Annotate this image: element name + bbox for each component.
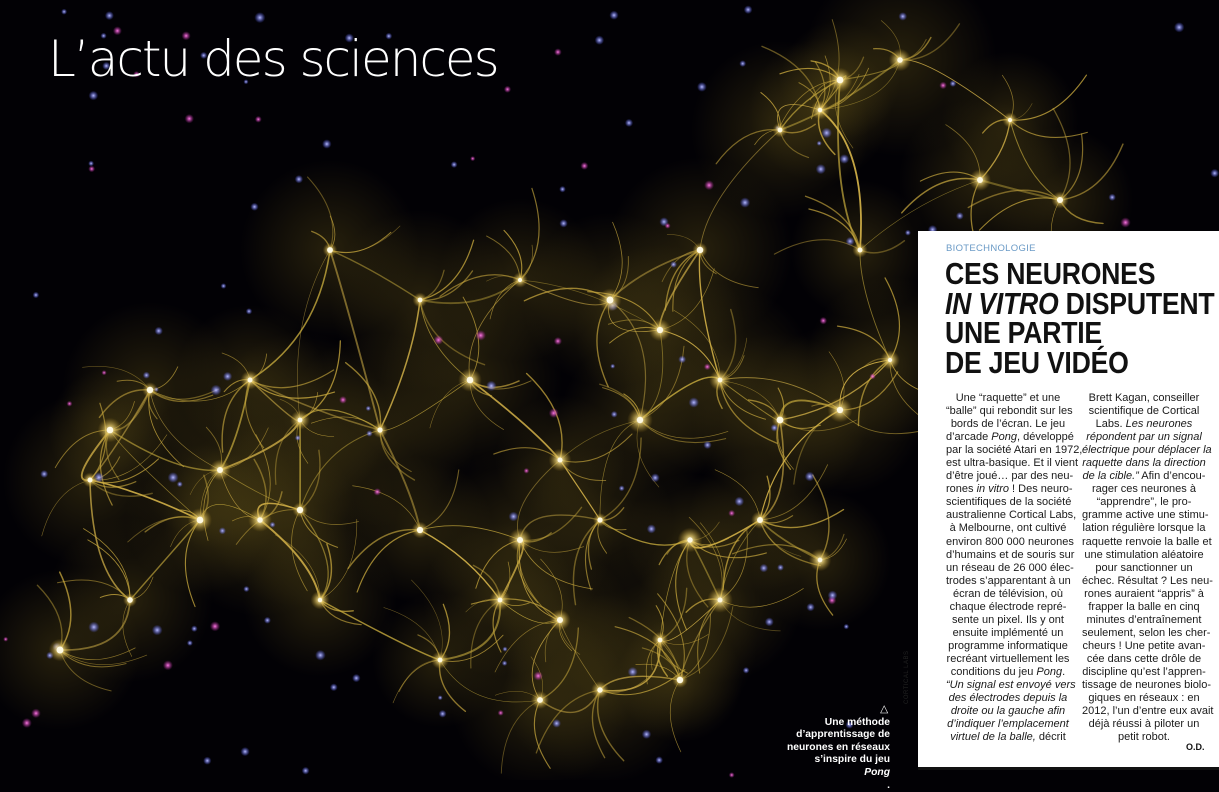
nucleus-blue (243, 586, 249, 592)
article-line: lation régulière lorsque la (1082, 522, 1206, 535)
nucleus-magenta (339, 396, 347, 404)
nucleus-blue (366, 406, 371, 411)
article-line: écran de télévision, où (946, 588, 1070, 601)
nucleus-blue (366, 430, 372, 436)
nucleus-blue (821, 128, 832, 139)
nucleus-blue (203, 757, 211, 765)
nucleus-magenta (31, 709, 41, 719)
nucleus-blue (143, 372, 150, 379)
nucleus-blue (651, 473, 660, 482)
nucleus-blue (223, 372, 232, 381)
nucleus-blue (839, 154, 849, 164)
nucleus-magenta (729, 772, 735, 778)
nucleus-blue (697, 82, 707, 92)
article-line: déjà réussi à piloter un (1082, 718, 1206, 731)
nucleus-blue (1210, 169, 1219, 178)
nucleus-blue (552, 719, 561, 728)
article-line: scientifiques de la société (946, 496, 1070, 509)
nucleus-blue (191, 625, 198, 632)
nucleus-magenta (22, 718, 32, 728)
article-line: est ultra-basique. Et il vient (946, 457, 1070, 470)
nucleus-blue (322, 139, 331, 148)
article-line: pour sanctionner un (1082, 562, 1206, 575)
article-line: cheurs ! Une petite avan- (1082, 640, 1206, 653)
nucleus-blue (486, 381, 496, 391)
nucleus-blue (221, 283, 227, 289)
nucleus-blue (740, 197, 750, 207)
article-headline (945, 259, 1214, 377)
nucleus-magenta (665, 223, 671, 229)
nucleus-blue (609, 11, 618, 20)
nucleus-blue (219, 527, 226, 534)
article-line: par la société Atari en 1972, (946, 444, 1070, 457)
nucleus-blue (33, 292, 40, 299)
nucleus-blue (619, 485, 625, 491)
nucleus-blue (502, 647, 507, 652)
article-line: “Un signal est envoyé vers (946, 679, 1070, 692)
article-line: scientifique de Cortical (1082, 405, 1206, 418)
nucleus-magenta (102, 370, 107, 375)
nucleus-blue (502, 660, 508, 666)
caption-game-name: Pong (864, 767, 890, 778)
nucleus-blue (88, 622, 99, 633)
nucleus-blue (352, 674, 360, 682)
article-line: d’humains et de souris sur (946, 549, 1070, 562)
nucleus-blue (89, 91, 99, 101)
article-line: “apprendre”, le pro- (1082, 496, 1206, 509)
nucleus-magenta (67, 401, 73, 407)
nucleus-blue (765, 617, 774, 626)
headline-line-4: DE JEU VIDÉO (945, 348, 1214, 378)
article-line: à Melbourne, ont cultivé (946, 522, 1070, 535)
nucleus-blue (1174, 22, 1184, 32)
nucleus-magenta (470, 156, 475, 161)
article-line: répondent par un signal (1082, 431, 1206, 444)
nucleus-magenta (255, 116, 262, 123)
article-line: 2012, l’un d’entre eux avait (1082, 705, 1206, 718)
nucleus-magenta (498, 710, 504, 716)
nucleus-magenta (820, 317, 828, 325)
nucleus-blue (177, 481, 183, 487)
nucleus-blue (905, 230, 911, 236)
nucleus-blue (61, 9, 67, 15)
nucleus-magenta (524, 468, 530, 474)
nucleus-blue (678, 356, 686, 364)
panel-bottom-rule (918, 767, 1219, 770)
nucleus-blue (254, 12, 265, 23)
article-line: rones auraient “appris” à (1082, 588, 1206, 601)
nucleus-blue (88, 161, 94, 167)
nucleus-blue (806, 603, 814, 611)
nucleus-blue (735, 497, 745, 507)
nucleus-magenta (434, 335, 444, 345)
photo-caption (758, 704, 890, 792)
nucleus-blue (628, 667, 638, 677)
article-line: conditions du jeu Pong. (946, 666, 1070, 679)
nucleus-blue (595, 36, 604, 45)
nucleus-blue (828, 591, 838, 601)
article-line: électrique pour déplacer la (1082, 444, 1206, 457)
nucleus-blue (611, 411, 618, 418)
nucleus-blue (559, 186, 566, 193)
nucleus-magenta (504, 86, 511, 93)
nucleus-blue (40, 470, 48, 478)
nucleus-magenta (728, 510, 735, 517)
article-line: minutes d’entraînement (1082, 614, 1206, 627)
nucleus-blue (509, 512, 519, 522)
article-line: virtuel de la balle, décrit (946, 731, 1070, 744)
nucleus-blue (703, 441, 711, 449)
nucleus-blue (642, 730, 651, 739)
caption-line-4: s’inspire du jeu (758, 754, 890, 767)
article-line: Brett Kagan, conseiller (1082, 392, 1206, 405)
nucleus-blue (689, 397, 699, 407)
nucleus-blue (250, 203, 258, 211)
nucleus-blue (246, 308, 252, 314)
article-line: tissage de neurones biolo- (1082, 679, 1206, 692)
article-line: recréant virtuellement les (946, 653, 1070, 666)
article-line: ensuite implémenté un (946, 627, 1070, 640)
nucleus-blue (302, 767, 310, 775)
headline-line-2 (945, 289, 1214, 319)
article-line: sente un pixel. Ils y ont (946, 614, 1070, 627)
nucleus-magenta (870, 373, 876, 379)
nucleus-blue (559, 219, 567, 227)
article-line: raquette dans la direction (1082, 457, 1206, 470)
nucleus-magenta (939, 82, 947, 90)
article-line: chaque électrode repré- (946, 601, 1070, 614)
article-line: discipline qu’est l’appren- (1082, 666, 1206, 679)
article-line: une stimulation aléatoire (1082, 549, 1206, 562)
article-line: échec. Résultat ? Les neu- (1082, 575, 1206, 588)
triangle-icon: △ (758, 704, 888, 717)
caption-line-2: d’apprentissage de (758, 729, 890, 742)
photo-credit: CORTICAL LABS (904, 648, 910, 704)
article-line: d’arcade Pong, développé (946, 431, 1070, 444)
headline-line-2-rest: DISPUTENT (1058, 286, 1214, 321)
article-line: d’être joué… par des neu- (946, 470, 1070, 483)
nucleus-blue (956, 212, 964, 220)
headline-line-1: CES NEURONES (945, 259, 1214, 289)
article-line: trodes s’apparentant à un (946, 575, 1070, 588)
article-line: Labs. Les neurones (1082, 418, 1206, 431)
caption-line-3: neurones en réseaux (758, 742, 890, 755)
article-line: programme informatique (946, 640, 1070, 653)
nucleus-magenta (210, 621, 220, 631)
nucleus-blue (777, 564, 784, 571)
caption-line-1: Une méthode (758, 717, 890, 730)
nucleus-blue (211, 385, 222, 396)
caption-period: . (758, 780, 890, 792)
nucleus-blue (647, 524, 656, 533)
nucleus-blue (816, 164, 826, 174)
headline-italic: IN VITRO (945, 286, 1058, 321)
article-line: des électrodes depuis la (946, 692, 1070, 705)
article-line: giques en réseaux : en (1082, 692, 1206, 705)
article-line: un réseau de 26 000 élec- (946, 562, 1070, 575)
article-line: raquette renvoie la balle et (1082, 536, 1206, 549)
nucleus-blue (451, 161, 458, 168)
nucleus-blue (187, 640, 193, 646)
nucleus-blue (805, 472, 815, 482)
article-column-1 (946, 392, 1070, 744)
nucleus-magenta (580, 162, 588, 170)
article-line: d’indiquer l’emplacement (946, 718, 1070, 731)
nucleus-blue (817, 141, 822, 146)
article-line: environ 800 000 neurones (946, 536, 1070, 549)
nucleus-blue (846, 237, 855, 246)
nucleus-blue (105, 11, 114, 20)
nucleus-blue (844, 624, 850, 630)
article-line: rager ces neurones à (1082, 483, 1206, 496)
nucleus-blue (152, 625, 163, 636)
nucleus-blue (264, 617, 271, 624)
article-rubric: BIOTECHNOLOGIE (946, 243, 1036, 254)
nucleus-blue (155, 327, 163, 335)
article-line: petit robot. (1082, 731, 1206, 744)
article-line: de la cible.” Afin d’encou- (1082, 470, 1206, 483)
headline-line-3: UNE PARTIE (945, 318, 1214, 348)
nucleus-blue (610, 364, 615, 369)
article-line: frapper la balle en cinq (1082, 601, 1206, 614)
nucleus-blue (295, 435, 301, 441)
article-line: Une “raquette” et une (946, 392, 1070, 405)
nucleus-magenta (704, 363, 711, 370)
nucleus-magenta (3, 637, 8, 642)
article-line: “balle” qui rebondit sur les (946, 405, 1070, 418)
nucleus-blue (438, 695, 443, 700)
article-line: droite ou la gauche afin (946, 705, 1070, 718)
nucleus-blue (743, 667, 750, 674)
nucleus-magenta (534, 671, 543, 680)
article-line: gramme active une stimu- (1082, 509, 1206, 522)
nucleus-blue (1109, 194, 1116, 201)
article-line: seulement, selon les cher- (1082, 627, 1206, 640)
nucleus-blue (670, 261, 677, 268)
article-column-2 (1082, 392, 1206, 744)
nucleus-blue (625, 119, 633, 127)
nucleus-blue (241, 747, 250, 756)
author-signature: O.D. (1186, 742, 1205, 752)
nucleus-blue (168, 472, 179, 483)
nucleus-magenta (374, 488, 382, 496)
nucleus-magenta (185, 114, 194, 123)
nucleus-blue (315, 650, 326, 661)
nucleus-blue (655, 756, 663, 764)
nucleus-blue (295, 175, 303, 183)
nucleus-blue (950, 80, 957, 87)
nucleus-blue (739, 60, 746, 67)
nucleus-blue (899, 12, 908, 21)
article-line: australienne Cortical Labs, (946, 509, 1070, 522)
nucleus-magenta (554, 337, 562, 345)
article-line: rones in vitro ! Des neuro- (946, 483, 1070, 496)
nucleus-blue (744, 5, 753, 14)
nucleus-magenta (704, 180, 714, 190)
nucleus-blue (439, 710, 447, 718)
nucleus-magenta (475, 330, 486, 341)
nucleus-blue (760, 564, 769, 573)
nucleus-magenta (1120, 217, 1130, 227)
nucleus-magenta (554, 48, 562, 56)
article-line: bords de l’écran. Le jeu (946, 418, 1070, 431)
article-line: cée dans cette drôle de (1082, 653, 1206, 666)
nucleus-blue (330, 683, 338, 691)
nucleus-magenta (549, 408, 559, 418)
section-title: L’actu des sciences (48, 28, 498, 90)
nucleus-magenta (163, 660, 173, 670)
nucleus-magenta (88, 166, 95, 173)
